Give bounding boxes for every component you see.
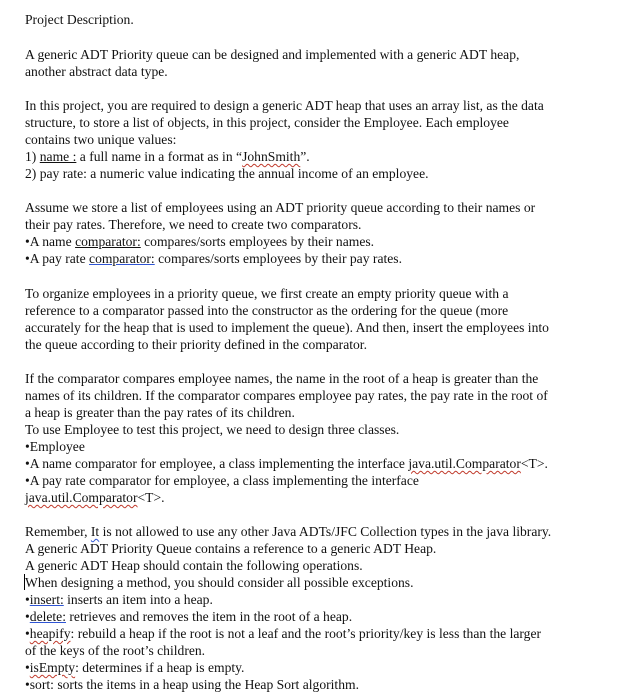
term-isempty: isEmpty: [29, 660, 76, 675]
example-name: JohnSmith: [242, 149, 301, 164]
paragraph-4-line-2: reference to a comparator passed into the constructor as the ordering for the queue (more: [25, 303, 509, 318]
term-name: name :: [39, 149, 77, 164]
bullet-pay-rate-comparator-class-cont: [25, 489, 165, 506]
operation-isempty: [25, 659, 244, 676]
bullet-name-comparator: [25, 233, 374, 250]
operation-desc: : rebuild a heap if the root is not a leaf and the root’s priority/key is less than the larger: [70, 626, 542, 641]
list-item-name: [25, 148, 310, 165]
paragraph-2-line-3: contains two unique values:: [25, 132, 177, 147]
operation-heapify: [25, 625, 541, 642]
bullet: •: [25, 592, 30, 607]
paragraph-5-line-1: If the comparator compares employee names, the name in the root of a heap is greater than the: [25, 371, 539, 386]
operation-insert: [25, 591, 213, 608]
term-heapify: heapify: [29, 626, 71, 641]
bullet-text-end: <T>.: [520, 456, 548, 471]
operation-heapify-cont: of the keys of the root’s children.: [25, 643, 206, 658]
paragraph-5-line-2: names of its children. If the comparator compares employee pay rates, the pay rate in the root of: [25, 388, 548, 403]
paragraph-6-line-1: [25, 523, 551, 540]
list-number: 1): [25, 149, 40, 164]
paragraph-6-line-3: A generic ADT Heap should contain the following operations.: [25, 558, 363, 573]
operation-desc: inserts an item into a heap.: [63, 592, 213, 607]
bullet: •: [25, 609, 30, 624]
word-it: It: [90, 524, 100, 539]
paragraph-2-line-2: structure, to store a list of objects, in this project, consider the Employee. Each employee: [25, 115, 509, 130]
paragraph-4-line-3: accurately for the heap that is used to implement the queue). And then, insert the employees into: [25, 320, 549, 335]
paragraph-4-line-1: To organize employees in a priority queue, we first create an empty priority queue with a: [25, 286, 509, 301]
bullet-text-end: compares/sorts employees by their pay rates.: [154, 251, 402, 266]
paragraph-6-line-2: A generic ADT Priority Queue contains a reference to a generic ADT Heap.: [25, 541, 437, 556]
term-delete: delete:: [29, 609, 66, 624]
operation-desc: retrieves and removes the item in the root of a heap.: [66, 609, 353, 624]
paragraph-4-line-4: the queue according to their priority defined in the comparator.: [25, 337, 367, 352]
bullet-text: •A pay rate: [25, 251, 90, 266]
doc-title: Project Description.: [25, 12, 134, 27]
paragraph-5-line-3: a heap is greater than the pay rates of its children.: [25, 405, 295, 420]
code-comparator: java.util.Comparator: [25, 490, 138, 505]
paragraph-3-line-2: their pay rates. Therefore, we need to create two comparators.: [25, 217, 362, 232]
paragraph-3-line-1: Assume we store a list of employees using an ADT priority queue according to their names or: [25, 200, 536, 215]
operation-delete: [25, 608, 352, 625]
list-text-end: ”.: [300, 149, 310, 164]
bullet: •: [25, 660, 30, 675]
list-item-pay-rate: 2) pay rate: a numeric value indicating the annual income of an employee.: [25, 166, 429, 181]
para-text-end: is not allowed to use any other Java ADTs/JFC Collection types in the java library.: [99, 524, 552, 539]
paragraph-5-line-4: To use Employee to test this project, we need to design three classes.: [25, 422, 400, 437]
term-insert: insert:: [29, 592, 64, 607]
bullet-pay-rate-comparator-class: •A pay rate comparator for employee, a class implementing the interface: [25, 473, 419, 488]
bullet-pay-rate-comparator: [25, 250, 402, 267]
term-comparator: comparator:: [75, 234, 141, 249]
bullet-text-end: <T>.: [137, 490, 165, 505]
paragraph-1-line-1: A generic ADT Priority queue can be designed and implemented with a generic ADT heap,: [25, 47, 520, 62]
list-text: a full name in a format as in “: [76, 149, 243, 164]
para-text: Remember,: [25, 524, 91, 539]
bullet-text: •A name: [25, 234, 76, 249]
bullet-employee: •Employee: [25, 439, 85, 454]
bullet-name-comparator-class: [25, 455, 548, 472]
paragraph-6-line-4: When designing a method, you should consider all possible exceptions.: [25, 575, 414, 590]
operation-sort: •sort: sorts the items in a heap using the Heap Sort algorithm.: [25, 677, 359, 692]
bullet-text-end: compares/sorts employees by their names.: [140, 234, 375, 249]
code-comparator: java.util.Comparator: [408, 456, 521, 471]
operation-desc: : determines if a heap is empty.: [75, 660, 245, 675]
bullet-text: •A name comparator for employee, a class implementing the interface: [25, 456, 409, 471]
paragraph-1-line-2: another abstract data type.: [25, 64, 168, 79]
bullet: •: [25, 626, 30, 641]
term-comparator: comparator:: [89, 251, 155, 266]
paragraph-2-line-1: In this project, you are required to design a generic ADT heap that uses an array list, as the data: [25, 98, 544, 113]
